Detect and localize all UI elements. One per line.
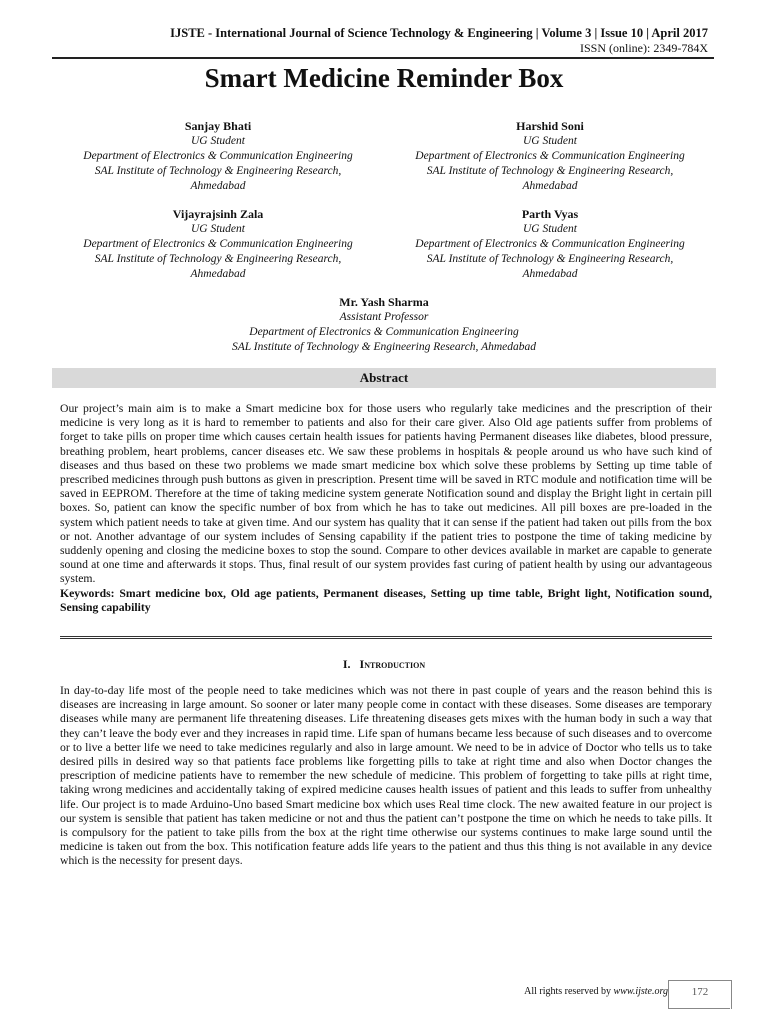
footer-divider — [668, 1008, 730, 1009]
section-divider — [60, 636, 712, 639]
abstract-heading: Abstract — [52, 368, 716, 388]
author-inst: SAL Institute of Technology & Engineering Research, — [426, 165, 674, 177]
header-divider — [52, 57, 714, 59]
section-number: I. — [342, 657, 351, 671]
author-role: UG Student — [523, 135, 577, 147]
author-block-1 — [48, 119, 388, 194]
journal-website-link[interactable]: www.ijste.org — [613, 986, 668, 997]
author-role: UG Student — [191, 223, 245, 235]
author-block-2 — [380, 119, 720, 194]
footer-rights — [524, 986, 668, 997]
paper-title: Smart Medicine Reminder Box — [204, 63, 564, 93]
author-inst: SAL Institute of Technology & Engineering Research, — [94, 165, 342, 177]
author-name: Parth Vyas — [521, 207, 579, 221]
section-heading — [0, 657, 768, 672]
author-block-4 — [380, 207, 720, 282]
journal-header: IJSTE - International Journal of Science Technology & Engineering | Volume 3 | Issue 10 | April 2017 — [170, 26, 708, 40]
supervisor-name: Mr. Yash Sharma — [339, 295, 429, 309]
supervisor-dept: Department of Electronics & Communication Engineering — [249, 326, 519, 338]
section-title: Introduction — [359, 657, 426, 671]
rights-text: All rights reserved by — [524, 986, 614, 997]
author-name: Harshid Soni — [516, 119, 584, 133]
author-inst: SAL Institute of Technology & Engineering Research, — [426, 253, 674, 265]
abstract-text: Our project’s main aim is to make a Smart medicine box for those users who regularly take medicines and the prescription of their medicine is very long as it is hard to remember to patients and also for their care giver. Also Old age patients suffer from problems of forget to take pills on proper time which causes certain health issues for patients having Permanent diseases like diabetes, blood pressure, breathing problem, heart problems, cancer diseases etc. We saw these problems in hospitals & people around us who have such kind of diseases and thus based on these two problems we made smart medicine box which solve these problems by Setting up time table of prescribed medicines through push buttons as given in prescription. Present time will be saved in RTC module and notification time will be saved in EEPROM. Therefore at the time of taking medicine system generate Notification sound and display the Bright light in certain pill boxes. So, patient can know the specific number of box from which he has to take out medicines. All pill boxes are pre-loaded in the system which patient needs to take at given time. And our system has quality that it can sense if the patient had taken out pills from the box or not. Another advantage of our system includes of Sensing capability if the patient tries to postpone the time of taking medicine by suddenly opening and closing the medicine boxes to stop the sound. Compare to other devices available in market are capable to generate sound at one time and afterwards it stops. Thus, final result of our system provides fast curing of patient health by using our advantageous system. — [60, 402, 712, 586]
supervisor-block — [134, 295, 634, 355]
author-role: UG Student — [523, 223, 577, 235]
author-role: UG Student — [191, 135, 245, 147]
page-number: 172 — [668, 980, 732, 1009]
author-dept: Department of Electronics & Communication Engineering — [83, 150, 353, 162]
supervisor-role: Assistant Professor — [339, 311, 429, 323]
author-name: Sanjay Bhati — [184, 119, 252, 133]
author-dept: Department of Electronics & Communication Engineering — [415, 238, 685, 250]
author-city: Ahmedabad — [522, 268, 578, 280]
issn-label: ISSN (online): 2349-784X — [580, 41, 708, 55]
abstract-section — [60, 402, 712, 615]
author-city: Ahmedabad — [522, 180, 578, 192]
author-block-3 — [48, 207, 388, 282]
author-city: Ahmedabad — [190, 180, 246, 192]
author-dept: Department of Electronics & Communication Engineering — [83, 238, 353, 250]
author-name: Vijayrajsinh Zala — [172, 207, 264, 221]
supervisor-inst: SAL Institute of Technology & Engineering Research, Ahmedabad — [231, 341, 537, 353]
author-dept: Department of Electronics & Communication Engineering — [415, 150, 685, 162]
keywords: Keywords: Smart medicine box, Old age patients, Permanent diseases, Setting up time table, Bright light, Notification sound, Sensing capability — [60, 586, 712, 614]
introduction-text: In day-to-day life most of the people need to take medicines which was not there in past couple of years and the reason behind this is diseases are increasing in large amount. So sooner or later many people come in contact with these diseases. Some diseases are temporary diseases while many are permanent life threatening diseases. Life threatening diseases gets mixes with the human body in such a way that they can’t leave the body ever and they increases in rapid time. Life span of humans became less because of such diseases and to overcome or to live a better life we need to take medicines regularly and also in large amount. We need to be in advice of Doctor who tells us to take desired pills in desired way so that patients face problems like forgetting pills to take at right time and also when Doctor changes the prescription of medicine patients have to remember the new schedule of medicine. This problem of forgetting to take pills at right time, taking wrong medicines and accidentally taking of expired medicine causes health issues of patient and this leads to suffer from unhealthy life. Our project is to made Arduino-Uno based Smart medicine box which uses Real time clock. The new awaited feature in our project is our system is sensible that patient has taken medicine or not and thus the patient can’t postpone the time on which he needs to take pills. It is compulsory for the patient to take pills from the box at the right time otherwise our systems continues to make large sound until the medicine is taken out from the box. This notification feature adds life years to the patient and thus this thing is not available in any device which is the necessity for present days. — [60, 684, 712, 868]
author-city: Ahmedabad — [190, 268, 246, 280]
author-inst: SAL Institute of Technology & Engineering Research, — [94, 253, 342, 265]
